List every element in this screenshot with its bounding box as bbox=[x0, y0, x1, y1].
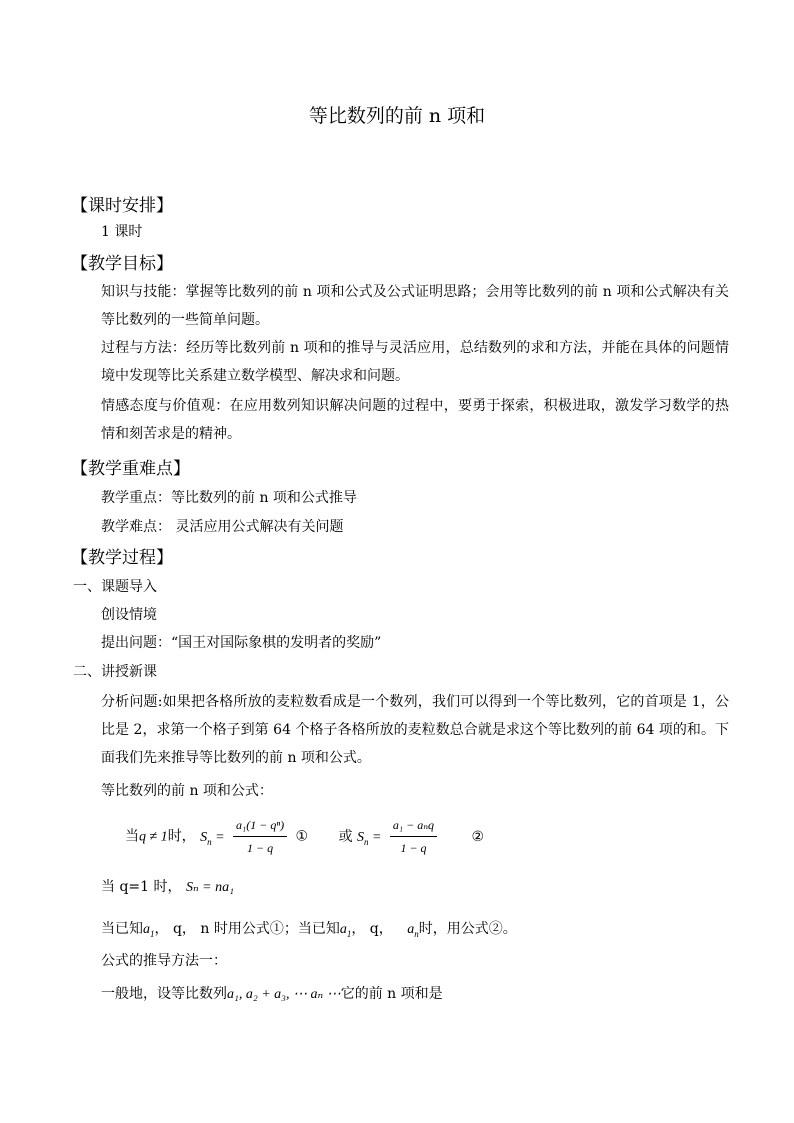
process-scene: 创设情境 bbox=[101, 607, 157, 623]
q1-prefix: 当 q=1 时， bbox=[101, 879, 182, 895]
goal-emotion: 情感态度与价值观：在应用数列知识解决问题的过程中，要勇于探索，积极进取，激发学习数学的热情和刻苦求是的精神。 bbox=[101, 398, 729, 442]
process-analysis: 分析问题:如果把各格所放的麦粒数看成是一个数列，我们可以得到一个等比数列，它的首项是 1，公比是 2，求第一个格子到第 64 个格子各格所放的麦粒数总合就是求这个等比数列的前 64 项的和。下面我们先来推导等比数列的前 n 项和公式。 bbox=[101, 694, 729, 766]
difficult-point: 教学难点： 灵活应用公式解决有关问题 bbox=[101, 519, 344, 535]
var-a1-second: $a_1$ bbox=[339, 922, 352, 939]
formula-suffix: 时， bbox=[167, 828, 196, 845]
q1-formula: Sₙ = na₁ bbox=[185, 880, 234, 895]
q-equals-one-row bbox=[101, 876, 234, 896]
sum-symbol: $S_n$ = bbox=[200, 829, 225, 847]
known-usage-row bbox=[101, 918, 517, 939]
formula-mark-2: ② bbox=[471, 828, 485, 845]
process-part1: 一、课题导入 bbox=[73, 579, 157, 595]
method-one: 公式的推导方法一： bbox=[101, 953, 227, 969]
general-sequence: a₁, a₂ + a₃, ⋯ aₙ ⋯ bbox=[227, 987, 341, 1002]
section-heading-keypoints: 【教学重难点】 bbox=[71, 459, 190, 479]
known2-suffix: 时，用公式②。 bbox=[418, 921, 517, 937]
general-prefix: 一般地，设等比数列 bbox=[101, 986, 227, 1002]
fraction-1-denominator: 1 − q bbox=[247, 841, 274, 855]
sum-symbol-2: $S_n$ = bbox=[357, 829, 382, 847]
known2-vars: ， q， bbox=[351, 921, 393, 937]
formula-intro: 等比数列的前 n 项和公式： bbox=[101, 783, 273, 799]
goal-process: 过程与方法：经历等比数列前 n 项和的推导与灵活应用，总结数列的求和方法，并能在具体的问题情境中发现等比关系建立数学模型、解决求和问题。 bbox=[101, 340, 729, 384]
section-heading-schedule: 【课时安排】 bbox=[71, 196, 173, 216]
var-a1: $a_1$ bbox=[143, 922, 155, 939]
formula-or: 或 bbox=[338, 828, 353, 845]
general-sequence-row bbox=[101, 983, 443, 1003]
formula-prefix: 当 bbox=[125, 828, 139, 845]
fraction-1-numerator: a₁(1 − qⁿ) bbox=[233, 815, 287, 837]
section-heading-process: 【教学过程】 bbox=[71, 548, 173, 568]
process-part2: 二、讲授新课 bbox=[73, 664, 157, 680]
process-question: 提出问题：“国王对国际象棋的发明者的奖励” bbox=[101, 635, 382, 651]
condition-q-not-one: q ≠ 1 bbox=[139, 829, 168, 845]
formula-fraction-2 bbox=[390, 815, 437, 858]
known1-vars: ， q， n bbox=[154, 921, 210, 937]
fraction-2-numerator: a₁ − aₙq bbox=[390, 815, 437, 837]
page-title: 等比数列的前 n 项和 bbox=[308, 105, 486, 127]
section-heading-goals: 【教学目标】 bbox=[71, 254, 173, 274]
formula-fraction-1 bbox=[233, 815, 287, 858]
known1-text: 当已知 bbox=[101, 921, 143, 937]
key-point: 教学重点：等比数列的前 n 项和公式推导 bbox=[101, 490, 357, 506]
fraction-2-denominator: 1 − q bbox=[400, 841, 427, 855]
sum-formula-row bbox=[125, 815, 484, 858]
general-suffix: 它的前 n 项和是 bbox=[340, 986, 443, 1002]
formula-mark-1: ① bbox=[295, 828, 309, 845]
known1-suffix: 时用公式①；当已知 bbox=[209, 921, 340, 937]
schedule-text: 1 课时 bbox=[101, 224, 143, 240]
var-an: $a_n$ bbox=[407, 922, 419, 939]
goal-knowledge: 知识与技能：掌握等比数列的前 n 项和公式及公式证明思路；会用等比数列的前 n 项和公式解决有关等比数列的一些简单问题。 bbox=[101, 284, 729, 328]
